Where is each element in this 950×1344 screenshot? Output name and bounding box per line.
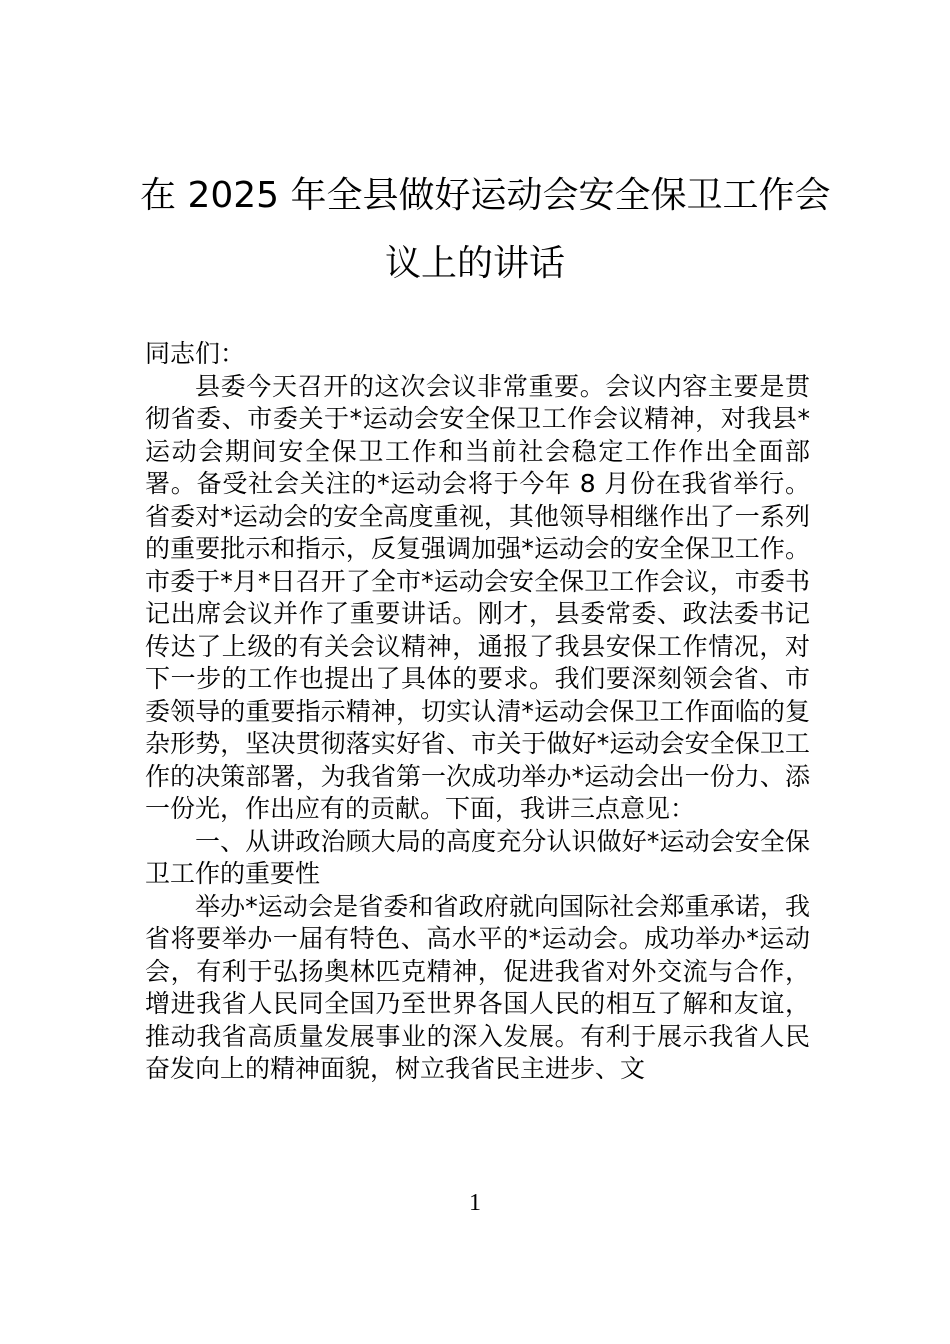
section-heading-1: 一、从讲政治顾大局的高度充分认识做好*运动会安全保卫工作的重要性 bbox=[145, 826, 810, 888]
paragraph-intro: 县委今天召开的这次会议非常重要。会议内容主要是贯彻省委、市委关于*运动会安全保卫工作会议精神，对我县*运动会期间安全保卫工作和当前社会稳定工作作出全面部署。备受社会关注的*运动会将于今年 8 月份在我省举行。省委对*运动会的安全高度重视，其他领导相继作出了一系列的重要批示和指示，反复强调加强*运动会的安全保卫工作。市委于*月*日召开了全市*运动会安全保卫工作会议，市委书记出席会议并作了重要讲话。刚才，县委常委、政法委书记传达了上级的有关会议精神，通报了我县安保工作情况，对下一步的工作也提出了具体的要求。我们要深刻领会省、市委领导的重要指示精神，切实认清*运动会保卫工作面临的复杂形势，坚决贯彻落实好省、市关于做好*运动会安全保卫工作的决策部署，为我省第一次成功举办*运动会出一份力、添一份光，作出应有的贡献。下面，我讲三点意见： bbox=[145, 371, 810, 823]
page-number: 1 bbox=[469, 1190, 481, 1216]
document-body bbox=[145, 338, 810, 1086]
salutation: 同志们： bbox=[145, 339, 246, 368]
document-title-line-2: 议上的讲话 bbox=[384, 243, 565, 284]
document-title-line-1: 在 2025 年全县做好运动会安全保卫工作会 bbox=[140, 175, 831, 216]
paragraph-section-1: 举办*运动会是省委和省政府就向国际社会郑重承诺，我省将要举办一届有特色、高水平的*运动会。成功举办*运动会，有利于弘扬奥林匹克精神，促进我省对外交流与合作，增进我省人民同全国乃至世界各国人民的相互了解和友谊，推动我省高质量发展事业的深入发展。有利于展示我省人民奋发向上的精神面貌，树立我省民主进步、文 bbox=[145, 891, 810, 1083]
